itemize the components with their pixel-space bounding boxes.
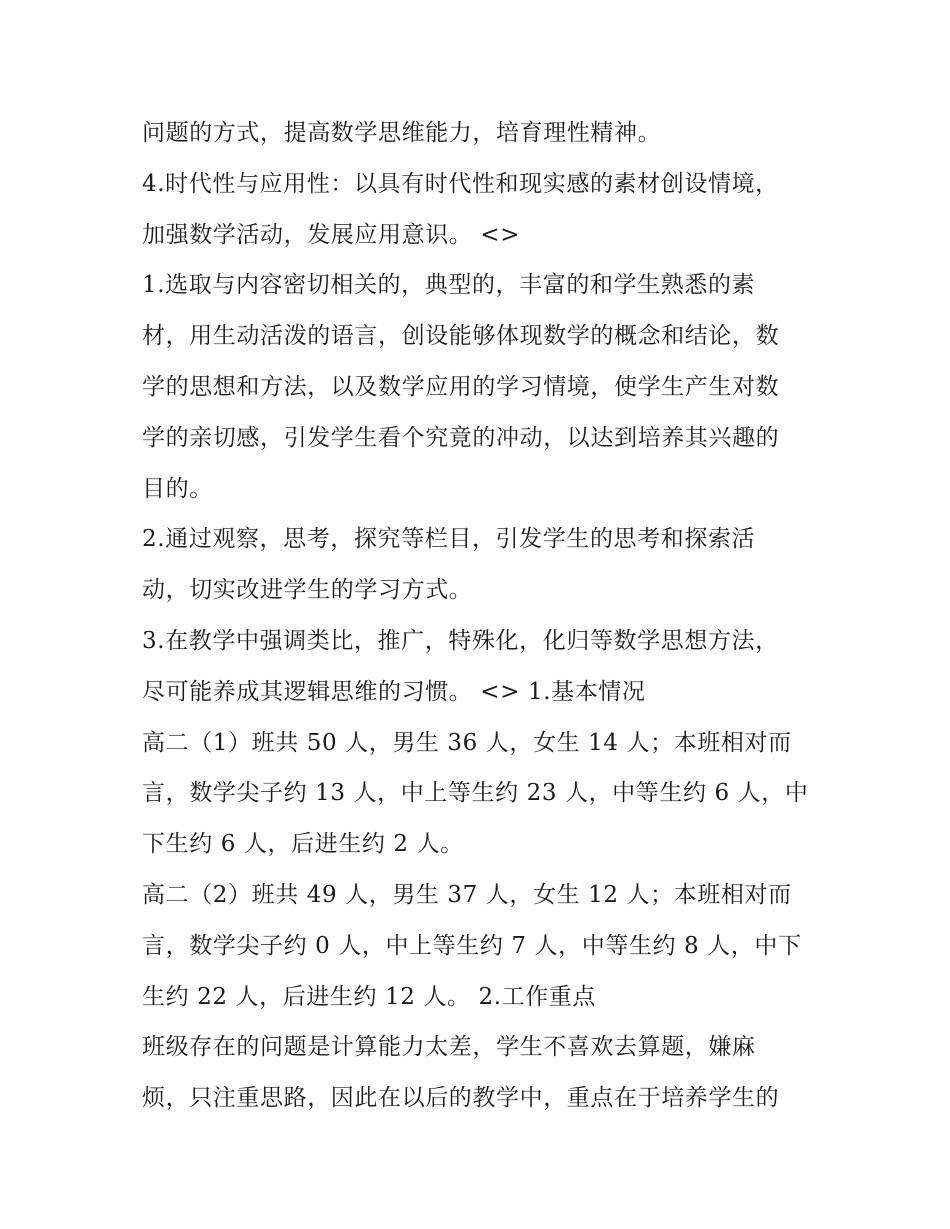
text-line-7: 学的亲切感，引发学生看个究竟的冲动，以达到培养其兴趣的 (142, 424, 780, 451)
text-line-3: 加强数学活动，发展应用意识。 <> (142, 221, 521, 248)
text-line-20: 烦，只注重思路，因此在以后的教学中，重点在于培养学生的 (142, 1085, 780, 1112)
text-line-10: 动，切实改进学生的学习方式。 (142, 577, 473, 604)
text-line-4: 1.选取与内容密切相关的，典型的，丰富的和学生熟悉的素 (142, 272, 756, 299)
text-line-8: 目的。 (142, 475, 213, 502)
text-line-16: 高二（2）班共 49 人，男生 37 人，女生 12 人；本班相对而 (142, 881, 792, 908)
text-line-13: 高二（1）班共 50 人，男生 36 人，女生 14 人；本班相对而 (142, 729, 792, 756)
text-line-9: 2.通过观察，思考，探究等栏目，引发学生的思考和探索活 (142, 526, 756, 553)
document-body (142, 108, 822, 1124)
text-line-5: 材，用生动活泼的语言，创设能够体现数学的概念和结论，数 (142, 323, 780, 350)
text-line-2: 4.时代性与应用性：以具有时代性和现实感的素材创设情境， (142, 170, 779, 197)
text-line-18: 生约 22 人，后进生约 12 人。 2.工作重点 (142, 983, 597, 1010)
text-line-6: 学的思想和方法，以及数学应用的学习情境，使学生产生对数 (142, 373, 780, 400)
text-line-15: 下生约 6 人，后进生约 2 人。 (142, 831, 464, 858)
text-line-11: 3.在教学中强调类比，推广，特殊化，化归等数学思想方法， (142, 627, 779, 654)
text-line-19: 班级存在的问题是计算能力太差，学生不喜欢去算题，嫌麻 (142, 1034, 756, 1061)
text-line-1: 问题的方式，提高数学思维能力，培育理性精神。 (142, 120, 662, 146)
text-line-12: 尽可能养成其逻辑思维的习惯。 <> 1.基本情况 (142, 678, 646, 705)
text-line-14: 言，数学尖子约 13 人，中上等生约 23 人，中等生约 6 人，中 (142, 780, 809, 807)
text-line-17: 言，数学尖子约 0 人，中上等生约 7 人，中等生约 8 人，中下 (142, 932, 802, 959)
